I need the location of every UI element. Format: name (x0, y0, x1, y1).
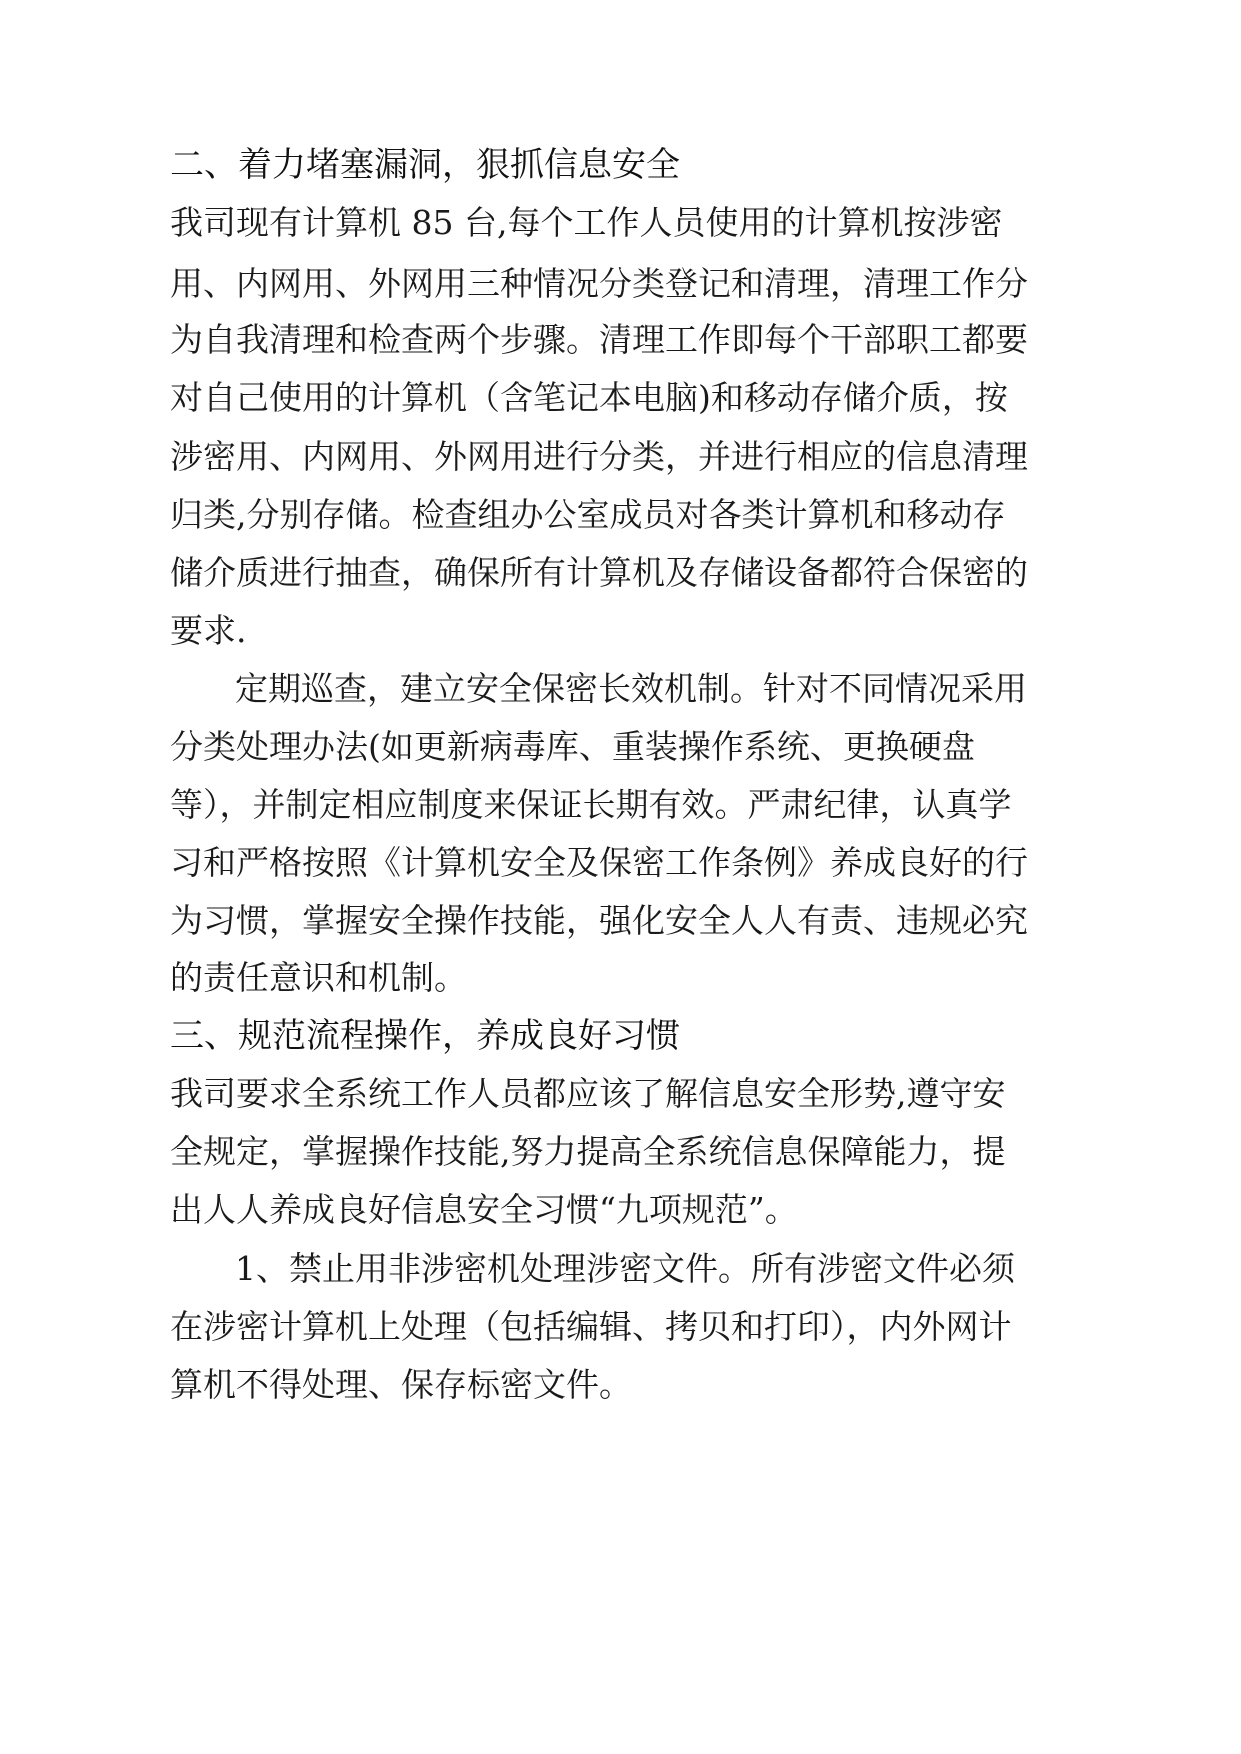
text-line: 对自己使用的计算机（含笔记本电脑)和移动存储介质，按 (170, 378, 1008, 417)
text-line: 用、内网用、外网用三种情况分类登记和清理，清理工作分 (170, 264, 1028, 303)
text-line: 算机不得处理、保存标密文件。 (170, 1365, 632, 1404)
text-line: 归类,分别存储。检查组办公室成员对各类计算机和移动存 (170, 495, 1006, 534)
text-line: 等），并制定相应制度来保证长期有效。严肃纪律，认真学 (170, 785, 1012, 824)
text-line: 出人人养成良好信息安全习惯“九项规范”。 (170, 1190, 798, 1229)
text-line: 涉密用、内网用、外网用进行分类，并进行相应的信息清理 (170, 437, 1028, 476)
text-line: 为自我清理和检查两个步骤。清理工作即每个干部职工都要 (170, 320, 1028, 359)
text-line: 1、禁止用非涉密机处理涉密文件。所有涉密文件必须 (235, 1249, 1015, 1288)
text-line: 储介质进行抽查，确保所有计算机及存储设备都符合保密的 (170, 553, 1028, 592)
section-2-heading: 二、着力堵塞漏洞，狠抓信息安全 (170, 145, 680, 185)
text-line: 分类处理办法(如更新病毒库、重装操作系统、更换硬盘 (170, 727, 975, 766)
text-line: 我司要求全系统工作人员都应该了解信息安全形势,遵守安 (170, 1074, 1006, 1113)
text-line: 定期巡查，建立安全保密长效机制。针对不同情况采用 (235, 669, 1027, 708)
text-line: 要求. (170, 611, 247, 650)
section-3-heading: 三、规范流程操作，养成良好习惯 (170, 1016, 680, 1056)
text-line: 为习惯，掌握安全操作技能，强化安全人人有责、违规必究 (170, 901, 1028, 940)
text-line: 习和严格按照《计算机安全及保密工作条例》养成良好的行 (170, 843, 1028, 882)
text-line: 全规定，掌握操作技能,努力提高全系统信息保障能力，提 (170, 1132, 1006, 1171)
text-line: 的责任意识和机制。 (170, 958, 467, 997)
text-line: 在涉密计算机上处理（包括编辑、拷贝和打印），内外网计 (170, 1307, 1012, 1346)
text-line: 我司现有计算机 85 台,每个工作人员使用的计算机按涉密 (170, 203, 1003, 242)
